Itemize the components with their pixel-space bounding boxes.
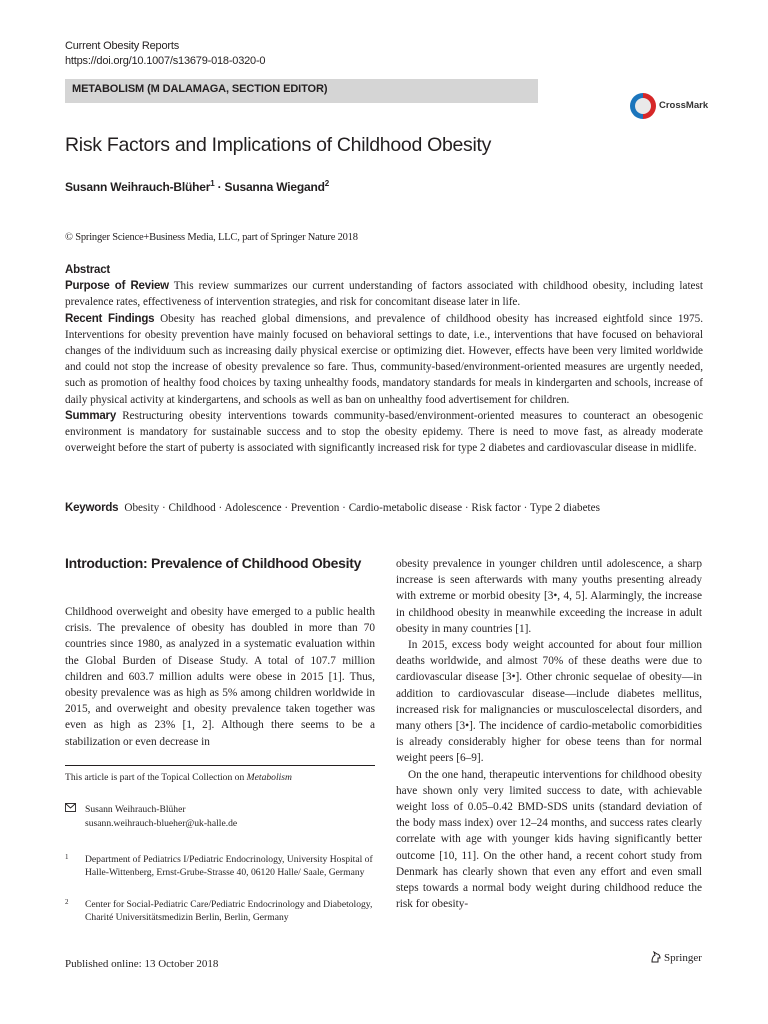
abstract-findings bbox=[65, 311, 703, 408]
crossmark-label: CrossMark bbox=[659, 100, 709, 111]
affiliation-2-number: 2 bbox=[65, 898, 69, 906]
keywords bbox=[65, 502, 725, 514]
affiliation-1-number: 1 bbox=[65, 853, 69, 861]
affiliation-2 bbox=[65, 898, 377, 928]
keywords-text: Obesity · Childhood · Adolescence · Prevention · Cardio-metabolic disease · Risk factor · Type 2 diabetes bbox=[124, 502, 600, 514]
journal-name: Current Obesity Reports bbox=[65, 40, 179, 52]
corresponding-author bbox=[65, 803, 238, 829]
purpose-label: Purpose of Review bbox=[65, 280, 169, 293]
intro-heading: Introduction: Prevalence of Childhood Obesity bbox=[65, 555, 362, 571]
intro-paragraph-1: Childhood overweight and obesity have emerged to a public health crisis. The prevalence of obesity has doubled in more than 70 countries since 1980, as analyzed in a systematic evaluation within the Global Burden of Disease Study. A total of 107.7 million children and 603.7 million adults were obese in 2015 [1]. Thus, obesity prevalence was as high as 5% among children worldwide in 2015, and overweight and obesity prevalence taken together was even as high as 23% [1, 2]. Although there seems to be a stabilization or even decrease in bbox=[65, 606, 375, 748]
crossmark-badge[interactable] bbox=[630, 93, 710, 123]
published-date: Published online: 13 October 2018 bbox=[65, 958, 219, 970]
summary-text: Restructuring obesity interventions towards community-based/environment-oriented measures to counteract an obesogenic environment is mandatory for sustainable success and to stop the obesity epidemy. There is need to move fast, as already moderate overweight before the start of puberty is associated with significantly increased risk for type 2 diabetes and cardiovascular disease in midlife. bbox=[65, 409, 703, 455]
corresp-name: Susann Weihrauch-Blüher bbox=[85, 804, 186, 815]
body-column-left bbox=[65, 604, 375, 750]
purpose-text: This review summarizes our current understanding of factors associated with childhood obesity, including latest prevalence rates, effectiveness of intervention strategies, and risk for concomitant disease later in life. bbox=[65, 280, 703, 309]
abstract-heading: Abstract bbox=[65, 264, 111, 276]
corresp-email[interactable]: susann.weihrauch-blueher@uk-halle.de bbox=[85, 818, 238, 829]
envelope-icon bbox=[65, 803, 83, 817]
springer-horse-icon bbox=[650, 951, 662, 963]
author-2-affiliation: 2 bbox=[324, 179, 330, 188]
summary-label: Summary bbox=[65, 409, 117, 422]
footnote-divider bbox=[65, 765, 375, 766]
intro-paragraph-4: On the one hand, therapeutic interventions for childhood obesity have shown only very limited success to date, with achievable weight loss of 0.05–0.42 BMD-SDS units (standard deviation of the body mass index) over 12–24 months, and success rates clearly correlate with age with younger kids having significantly better outcome [10, 11]. On the other hand, a recent cohort study from Denmark has clearly shown that even any effort and even small steps towards a normal body weight during childhood reduce the risk for obesity- bbox=[396, 768, 702, 911]
affiliation-1-text: Department of Pediatrics I/Pediatric Endocrinology, University Hospital of Halle-Wittenberg, Ernst-Grube-Strasse 40, 06120 Halle/ Saale, Germany bbox=[85, 854, 373, 879]
section-bar bbox=[65, 79, 538, 103]
findings-text: Obesity has reached global dimensions, and prevalence of childhood obesity has increased eightfold since 1975. Interventions for obesity prevention have mainly focused on behavioral settings to date, i.e., interventions that have focused on behavioral changes of the individuum such as increasing daily physical exercise or optimizing diet. However, effects have been very limited worldwide and could not stop the increase of obesity prevalence so fare. Thus, community-based/environment-oriented measures are urgently needed, such as promotion of healthy food choices by taxing unhealthy foods, mandatory standards for meals in kindergarten and schools, increase of daily physical activity at kindergartens, and schools as well as ban on unhealthy food advertisement for children. bbox=[65, 312, 703, 406]
publisher-name: Springer bbox=[664, 952, 702, 964]
publisher-logo bbox=[650, 951, 702, 964]
doi-link[interactable]: https://doi.org/10.1007/s13679-018-0320-0 bbox=[65, 55, 266, 67]
topical-topic: Metabolism bbox=[246, 772, 292, 783]
affiliation-2-text: Center for Social-Pediatric Care/Pediatric Endocrinology and Diabetology, Charité Universitätsmedizin Berlin, Berlin, Germany bbox=[85, 899, 373, 924]
journal-header bbox=[65, 39, 265, 69]
author-2[interactable]: Susanna Wiegand bbox=[224, 180, 325, 194]
body-column-right bbox=[396, 556, 702, 912]
author-list bbox=[65, 179, 329, 194]
author-1[interactable]: Susann Weihrauch-Blüher bbox=[65, 180, 211, 194]
affiliation-1 bbox=[65, 853, 377, 895]
author-1-affiliation: 1 bbox=[210, 179, 215, 188]
keywords-label: Keywords bbox=[65, 502, 119, 514]
author-separator: · bbox=[217, 180, 222, 194]
abstract-purpose bbox=[65, 278, 703, 310]
intro-paragraph-3: In 2015, excess body weight accounted for about four million deaths worldwide, and almost 70% of these deaths were due to cardiovascular disease [3•]. Other chronic sequelae of obesity—in addition to cardiovascular disease—include diabetes mellitus, increased risk for malignancies or musculoscelectal disorders, and many others [3•]. The incidence of cardio-metabolic comorbidities is already considerably higher for obese teens than for normal weight peers [6–9]. bbox=[396, 639, 702, 765]
findings-label: Recent Findings bbox=[65, 312, 155, 325]
article-title: Risk Factors and Implications of Childhood Obesity bbox=[65, 134, 492, 156]
topical-prefix: This article is part of the Topical Collection on bbox=[65, 772, 245, 783]
section-label: METABOLISM (M DALAMAGA, SECTION EDITOR) bbox=[72, 83, 328, 95]
abstract-summary bbox=[65, 408, 703, 457]
crossmark-icon bbox=[630, 93, 656, 119]
topical-collection-note bbox=[65, 772, 292, 783]
copyright-line: © Springer Science+Business Media, LLC, part of Springer Nature 2018 bbox=[65, 232, 358, 243]
abstract bbox=[65, 262, 703, 456]
intro-paragraph-2: obesity prevalence in younger children until adolescence, a sharp increase is seen afterwards with many youths presenting already with extreme or morbid obesity [3•, 4, 5]. Alarmingly, the increase in childhood obesity in meanwhile exceeding the increase in adult obesity in many countries [1]. bbox=[396, 558, 702, 635]
